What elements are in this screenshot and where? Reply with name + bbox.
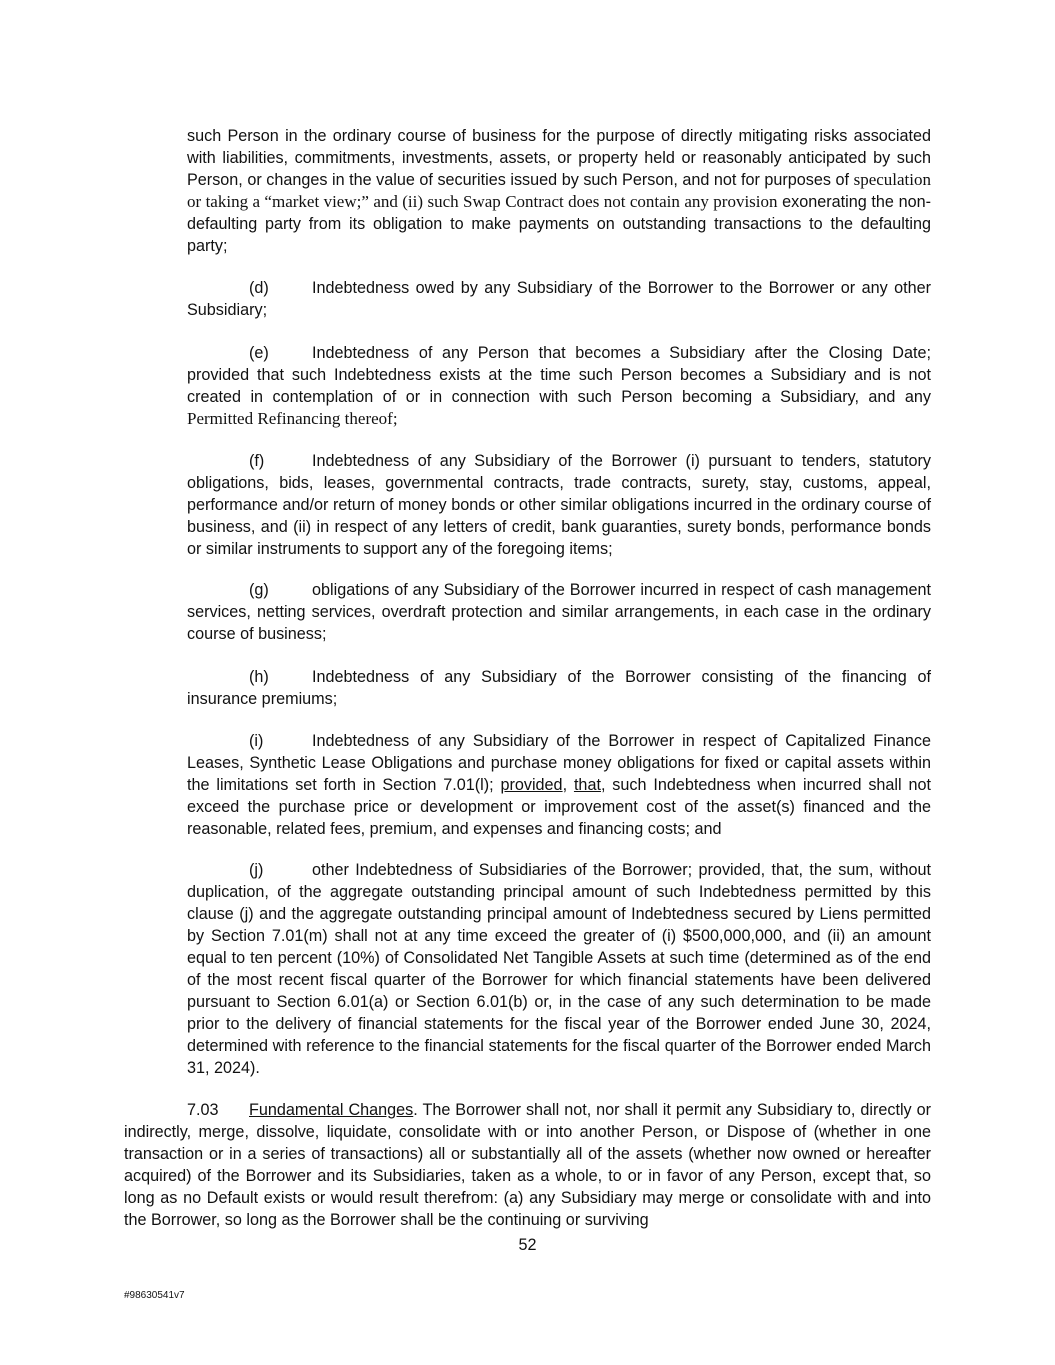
clause-i-text-a: Indebtedness of any Subsidiary of the Borrower in respect of Capitalized Finance Leases, Synthetic Lease Obligations and purchase money obligations for fixed or capital assets within the limitations set forth in Section 7.01(l); xyxy=(187,732,931,794)
clause-i-that: that xyxy=(573,776,601,794)
clause-i xyxy=(187,730,931,840)
clause-e-label: (e) xyxy=(249,344,269,362)
clause-f-label: (f) xyxy=(249,452,265,470)
clause-e-text-serif: Permitted Refinancing thereof; xyxy=(187,409,398,428)
section-text: The Borrower shall not, nor shall it permit any Subsidiary to, directly or indirectly, merge, dissolve, liquidate, consolidate with or into another Person, or Dispose of (whether in one transaction or in a series of transactions) all or substantially all of the assets (whether now owned or hereafter acquired) of the Borrower and its Subsidiaries, taken as a whole, to or in favor of any Person, except that, so long as no Default exists or would result therefrom: (a) any Subsidiary may merge or consolidate with and into the Borrower, so long as the Borrower shall be the continuing or surviving xyxy=(124,1101,932,1229)
section-number: 7.03 xyxy=(187,1101,219,1119)
clause-e xyxy=(187,342,931,430)
clause-d xyxy=(187,277,931,321)
clause-h xyxy=(187,666,931,710)
continuation-text-a: such Person in the ordinary course of business for the purpose of directly mitigating risks associated with liabilities, commitments, investments, assets, or property held or reasonably anticipated by such Person, or changes in the value of securities issued by such Person, and not for purposes of xyxy=(187,127,931,189)
section-heading: Fundamental Changes xyxy=(249,1101,414,1119)
clause-f-text: Indebtedness of any Subsidiary of the Borrower (i) pursuant to tenders, statutory obligations, bids, leases, governmental contracts, trade contracts, surety, stay, customs, appeal, performance and/or return of money bonds or other similar obligations incurred in the ordinary course of business, and (ii) in respect of any letters of credit, bank guaranties, surety bonds, performance bonds or similar instruments to support any of the foregoing items; xyxy=(187,452,931,558)
section-7-03 xyxy=(124,1099,931,1231)
clause-i-label: (i) xyxy=(249,732,264,750)
clause-j-text: other Indebtedness of Subsidiaries of the Borrower; provided, that, the sum, without duplication, of the aggregate outstanding principal amount of such Indebtedness permitted by this clause (j) and the aggregate outstanding principal amount of Indebtedness secured by Liens permitted by Section 7.01(m) shall not at any time exceed the greater of (i) $500,000,000, and (ii) an amount equal to ten percent (10%) of Consolidated Net Tangible Assets at such time (determined as of the end of the most recent fiscal quarter of the Borrower for which financial statements have been delivered pursuant to Section 6.01(a) or Section 6.01(b) or, in the case of any such determination to be made prior to the delivery of financial statements for the fiscal year of the Borrower ended June 30, 2024, determined with reference to the financial statements for the fiscal quarter of the Borrower ended March 31, 2024). xyxy=(187,861,931,1077)
clause-f xyxy=(187,450,931,560)
clause-d-text: Indebtedness owed by any Subsidiary of the Borrower to the Borrower or any other Subsidiary; xyxy=(187,279,931,319)
continuation-paragraph xyxy=(187,125,931,257)
page-number: 52 xyxy=(518,1236,537,1254)
clause-h-text: Indebtedness of any Subsidiary of the Borrower consisting of the financing of insurance premiums; xyxy=(187,668,931,708)
clause-j xyxy=(187,859,931,1079)
clause-g-label: (g) xyxy=(249,581,269,599)
clause-d-label: (d) xyxy=(249,279,269,297)
clause-i-comma: , xyxy=(562,776,574,794)
clause-e-text: Indebtedness of any Person that becomes a Subsidiary after the Closing Date; provided that such Indebtedness exists at the time such Person becomes a Subsidiary and is not created in contemplation of or in connection with such Person becoming a Subsidiary, and any xyxy=(187,344,931,406)
clause-j-label: (j) xyxy=(249,861,264,879)
clause-g xyxy=(187,579,931,645)
continuation-text-serif: speculation or taking a “market view;” and (ii) such Swap Contract does not contain any provision xyxy=(187,170,931,211)
continuation-text-b: exonerating the non-defaulting party from its obligation to make payments on outstanding transactions to the defaulting party; xyxy=(187,193,931,255)
clause-h-label: (h) xyxy=(249,668,269,686)
clause-i-text-b: , such Indebtedness when incurred shall not exceed the purchase price or development or improvement cost of the asset(s) financed and the reasonable, related fees, premium, and expenses and financing costs; and xyxy=(187,776,931,838)
clause-i-provided: provided xyxy=(500,776,563,794)
section-heading-period: . xyxy=(413,1101,418,1119)
document-id: #98630541v7 xyxy=(124,1290,185,1301)
clause-g-text: obligations of any Subsidiary of the Borrower incurred in respect of cash management services, netting services, overdraft protection and similar arrangements, in each case in the ordinary course of business; xyxy=(187,581,931,643)
